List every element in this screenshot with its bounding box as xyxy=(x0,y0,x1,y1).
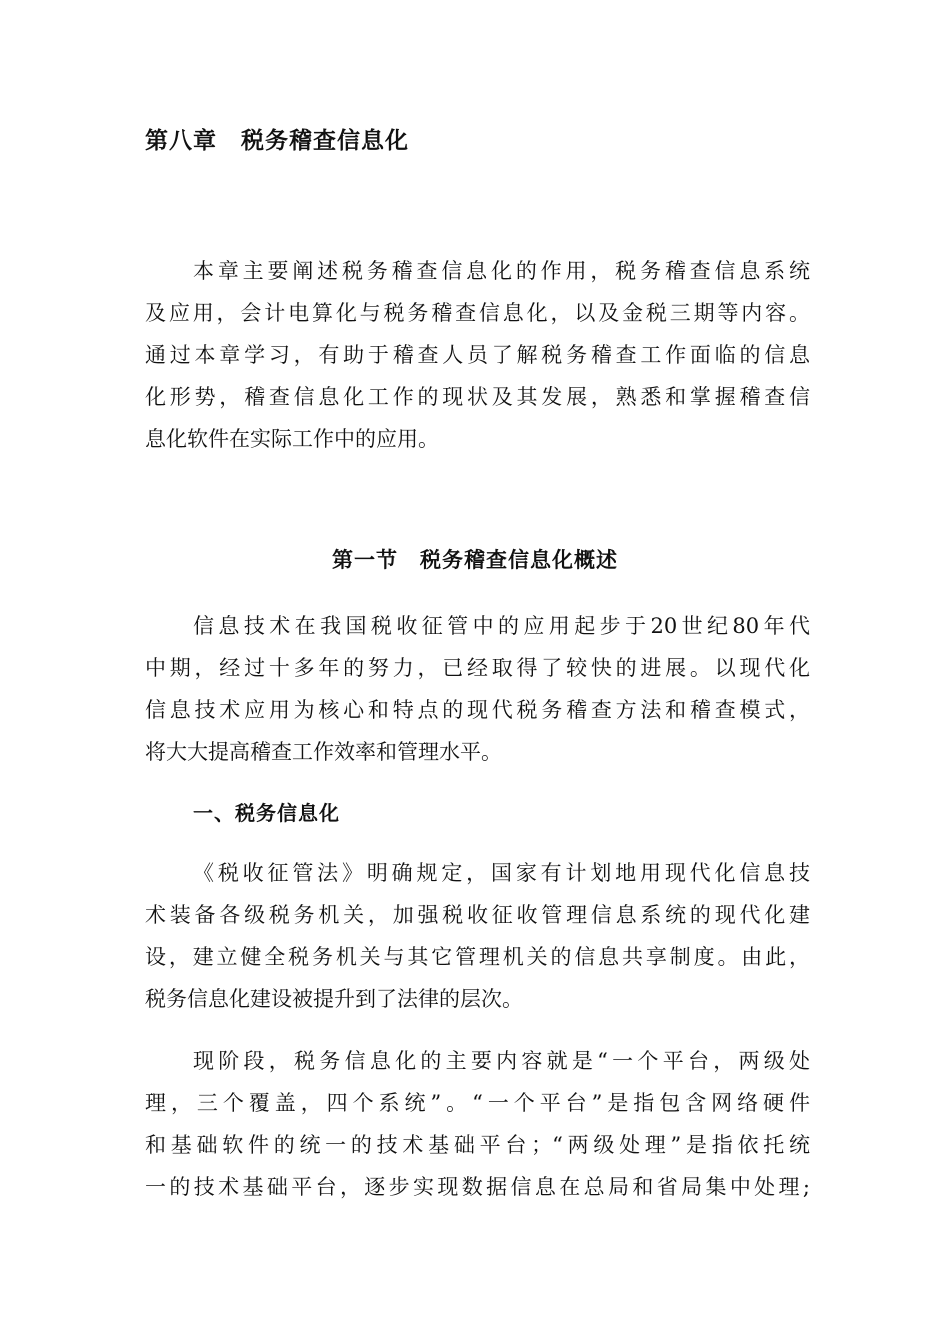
section-title: 第一节 税务稽查信息化概述 xyxy=(332,548,618,572)
paragraph-line: 息化软件在实际工作中的应用。 xyxy=(145,427,439,451)
section-paragraph xyxy=(145,605,810,773)
paragraph-line: 术装备各级税务机关，加强税收征收管理信息系统的现代化建 xyxy=(145,903,810,927)
paragraph-line: 中期，经过十多年的努力，已经取得了较快的进展。以现代化 xyxy=(145,656,810,680)
paragraph-line: 通过本章学习，有助于稽查人员了解税务稽查工作面临的信息 xyxy=(145,343,810,367)
paragraph-line: 将大大提高稽查工作效率和管理水平。 xyxy=(145,740,502,764)
paragraph-line: 现阶段，税务信息化的主要内容就是“一个平台，两级处 xyxy=(193,1049,810,1073)
paragraph-line: 和基础软件的统一的技术基础平台；“两级处理”是指依托统 xyxy=(145,1133,810,1157)
subsection-paragraph xyxy=(145,852,810,1020)
paragraph-line: 及应用，会计电算化与税务稽查信息化，以及金税三期等内容。 xyxy=(145,301,810,325)
paragraph-line: 信息技术应用为核心和特点的现代税务稽查方法和稽查模式， xyxy=(145,698,810,722)
subsection-paragraph xyxy=(145,1040,810,1208)
paragraph-line: 理，三个覆盖，四个系统”。“一个平台”是指包含网络硬件 xyxy=(145,1091,810,1115)
paragraph-line: 《税收征管法》明确规定，国家有计划地用现代化信息技 xyxy=(193,861,810,885)
chapter-title: 第八章 税务稽查信息化 xyxy=(145,128,409,154)
paragraph-line: 税务信息化建设被提升到了法律的层次。 xyxy=(145,987,523,1011)
paragraph-line: 一的技术基础平台，逐步实现数据信息在总局和省局集中处理; xyxy=(145,1175,810,1199)
subsection-title: 一、税务信息化 xyxy=(193,801,340,825)
chapter-intro-paragraph xyxy=(145,250,810,460)
paragraph-line: 本章主要阐述税务稽查信息化的作用，税务稽查信息系统 xyxy=(193,259,810,283)
paragraph-line: 信息技术在我国税收征管中的应用起步于20世纪80年代 xyxy=(193,614,810,638)
paragraph-line: 化形势，稽查信息化工作的现状及其发展，熟悉和掌握稽查信 xyxy=(145,385,810,409)
paragraph-line: 设，建立健全税务机关与其它管理机关的信息共享制度。由此， xyxy=(145,945,810,969)
